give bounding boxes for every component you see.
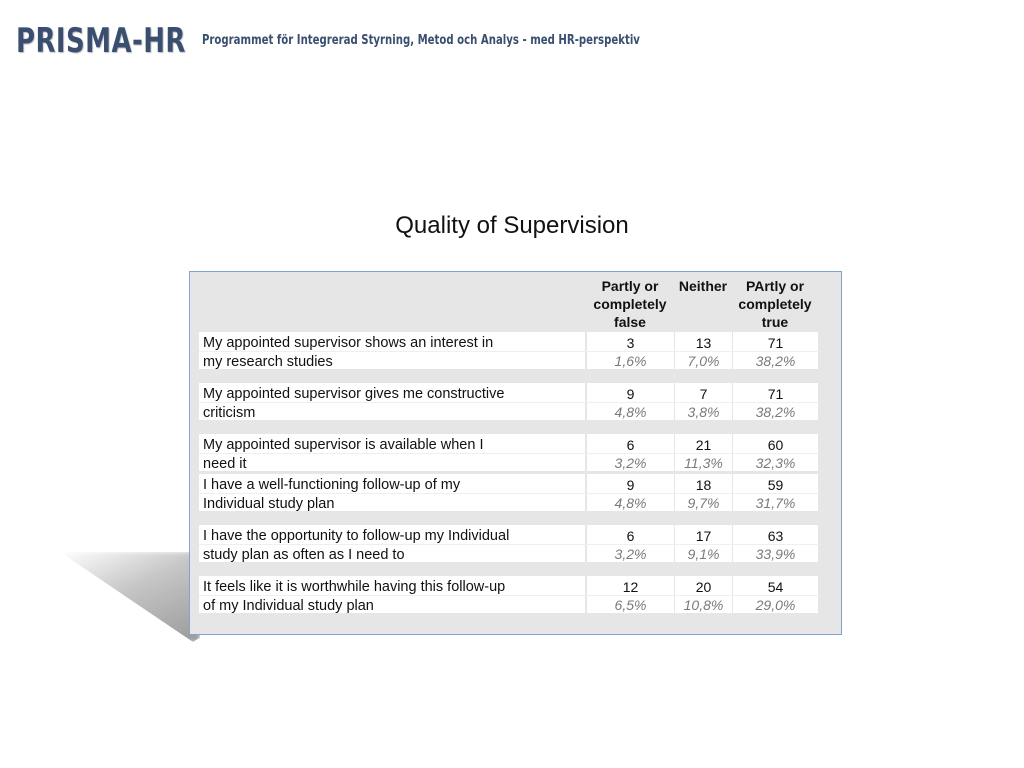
count-value: 6: [626, 528, 635, 544]
results-table: [189, 271, 842, 635]
percent-value: 11,3%: [684, 455, 723, 471]
count-value: 71: [767, 386, 784, 402]
row-separator: [199, 493, 819, 494]
percent-value: 6,5%: [614, 597, 647, 613]
header-subtitle: Programmet för Integrerad Styrning, Metod och Analys - med HR-perspektiv: [202, 33, 640, 48]
count-value: 9: [626, 386, 635, 402]
percent-value: 1,6%: [614, 353, 647, 369]
percent-value: 4,8%: [614, 495, 647, 511]
percent-value: 32,3%: [755, 455, 796, 471]
row-separator: [199, 351, 819, 352]
count-value: 6: [626, 437, 635, 453]
row-separator: [199, 453, 819, 454]
row-label: My appointed supervisor is available when I need it: [203, 437, 484, 472]
count-value: 59: [767, 477, 784, 493]
percent-value: 7,0%: [687, 353, 720, 369]
row-label: It feels like it is worthwhile having this follow-up of my Individual study plan: [203, 579, 506, 614]
slide-title: Quality of Supervision: [395, 212, 629, 239]
percent-value: 33,9%: [755, 546, 796, 562]
column-header-false: Partly or completely false: [593, 278, 667, 330]
row-label: My appointed supervisor shows an interest in my research studies: [203, 335, 494, 370]
count-value: 20: [695, 579, 712, 595]
percent-value: 29,0%: [755, 597, 796, 613]
table-row: [190, 332, 841, 368]
percent-value: 38,2%: [755, 353, 796, 369]
count-value: 17: [695, 528, 712, 544]
percent-value: 3,2%: [614, 455, 647, 471]
row-label: I have a well-functioning follow-up of my Individual study plan: [203, 477, 461, 512]
count-value: 60: [767, 437, 784, 453]
percent-value: 38,2%: [755, 404, 796, 420]
count-value: 18: [695, 477, 712, 493]
count-value: 21: [695, 437, 712, 453]
percent-value: 9,1%: [687, 546, 720, 562]
drop-shadow: [60, 552, 200, 642]
logo: PRISMA-HR: [16, 21, 186, 61]
column-header-true: PArtly or completely true: [738, 278, 812, 330]
table-row: [190, 474, 841, 510]
column-header-neither: Neither: [678, 278, 728, 294]
table-row: [190, 383, 841, 419]
count-value: 7: [699, 386, 708, 402]
percent-value: 9,7%: [687, 495, 720, 511]
percent-value: 4,8%: [614, 404, 647, 420]
row-separator: [199, 544, 819, 545]
row-label: My appointed supervisor gives me constructive criticism: [203, 386, 505, 421]
percent-value: 31,7%: [755, 495, 796, 511]
count-value: 13: [695, 335, 712, 351]
table-row: [190, 525, 841, 561]
count-value: 54: [767, 579, 784, 595]
row-separator: [199, 402, 819, 403]
percent-value: 3,8%: [687, 404, 720, 420]
count-value: 63: [767, 528, 784, 544]
table-row: [190, 434, 841, 470]
row-label: I have the opportunity to follow-up my Individual study plan as often as I need to: [203, 528, 510, 563]
count-value: 3: [626, 335, 635, 351]
percent-value: 10,8%: [683, 597, 724, 613]
count-value: 9: [626, 477, 635, 493]
row-separator: [199, 595, 819, 596]
percent-value: 3,2%: [614, 546, 647, 562]
count-value: 12: [622, 579, 639, 595]
count-value: 71: [767, 335, 784, 351]
table-row: [190, 576, 841, 612]
